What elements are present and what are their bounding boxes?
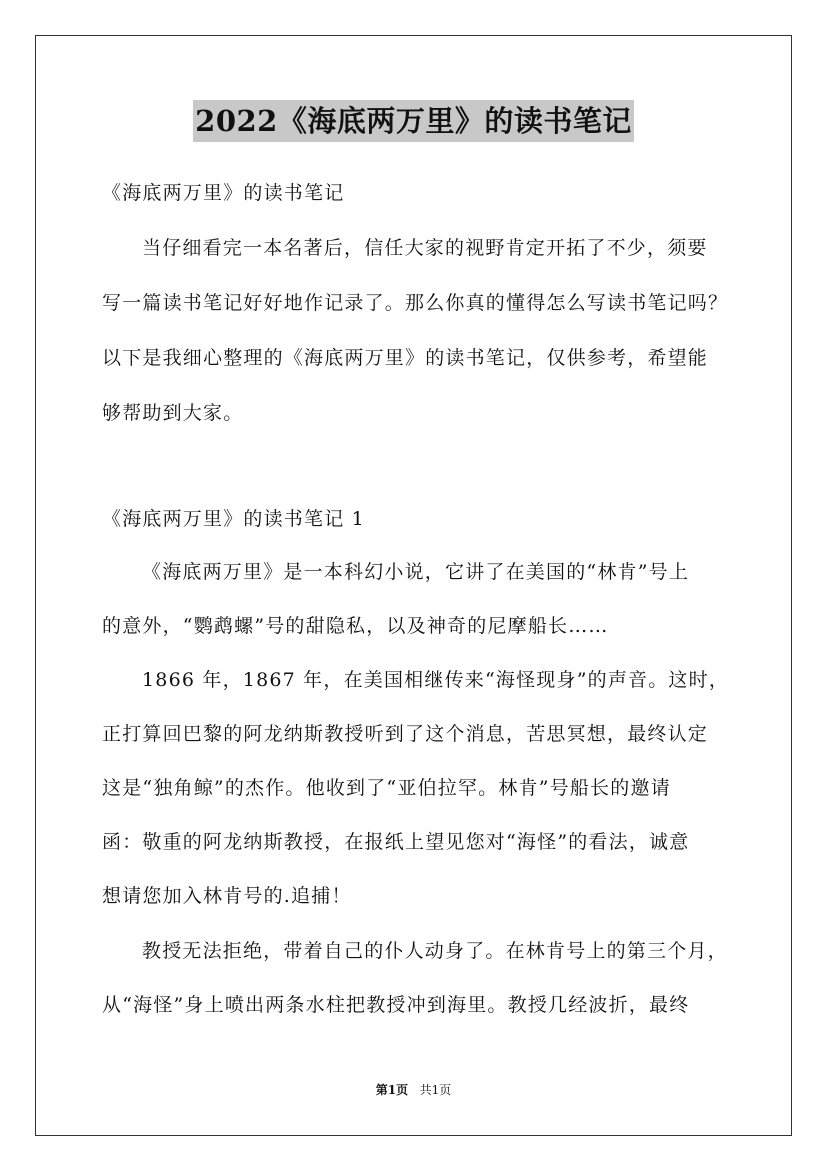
section-heading: 《海底两万里》的读书笔记 1 — [102, 508, 365, 530]
body-line-5: 这是“独角鲸”的杰作。他收到了“亚伯拉罕。林肯”号船长的邀请 — [102, 777, 671, 799]
page-total: 共1页 — [419, 1083, 452, 1097]
document-title: 2022《海底两万里》的读书笔记 — [193, 100, 634, 142]
body-line-2: 的意外，“鹦鹉螺”号的甜隐私，以及神奇的尼摩船长…… — [102, 615, 609, 637]
body-line-7: 想请您加入林肯号的.追捕！ — [102, 885, 352, 907]
body-line-3: 1866 年，1867 年，在美国相继传来“海怪现身”的声音。这时， — [142, 669, 730, 691]
body-line-9: 从“海怪”身上喷出两条水柱把教授冲到海里。教授几经波折，最终 — [102, 994, 690, 1016]
body-line-8: 教授无法拒绝，带着自己的仆人动身了。在林肯号上的第三个月， — [142, 940, 728, 962]
body-line-4: 正打算回巴黎的阿龙纳斯教授听到了这个消息，苦思冥想，最终认定 — [102, 723, 709, 745]
subtitle-line: 《海底两万里》的读书笔记 — [102, 182, 345, 204]
intro-line-3: 以下是我细心整理的《海底两万里》的读书笔记，仅供参考，希望能 — [102, 347, 709, 369]
intro-line-4: 够帮助到大家。 — [102, 402, 244, 424]
page-footer — [0, 1082, 827, 1098]
intro-line-2: 写一篇读书笔记好好地作记录了。那么你真的懂得怎么写读书笔记吗？ — [102, 292, 729, 314]
page-number: 第1页 — [375, 1083, 409, 1097]
body-line-1: 《海底两万里》是一本科幻小说，它讲了在美国的“林肯”号上 — [142, 561, 690, 583]
body-line-6: 函：敬重的阿龙纳斯教授，在报纸上望见您对“海怪”的看法，诚意 — [102, 831, 690, 853]
title-container — [0, 100, 827, 142]
intro-line-1: 当仔细看完一本名著后，信任大家的视野肯定开拓了不少，须要 — [142, 237, 708, 259]
